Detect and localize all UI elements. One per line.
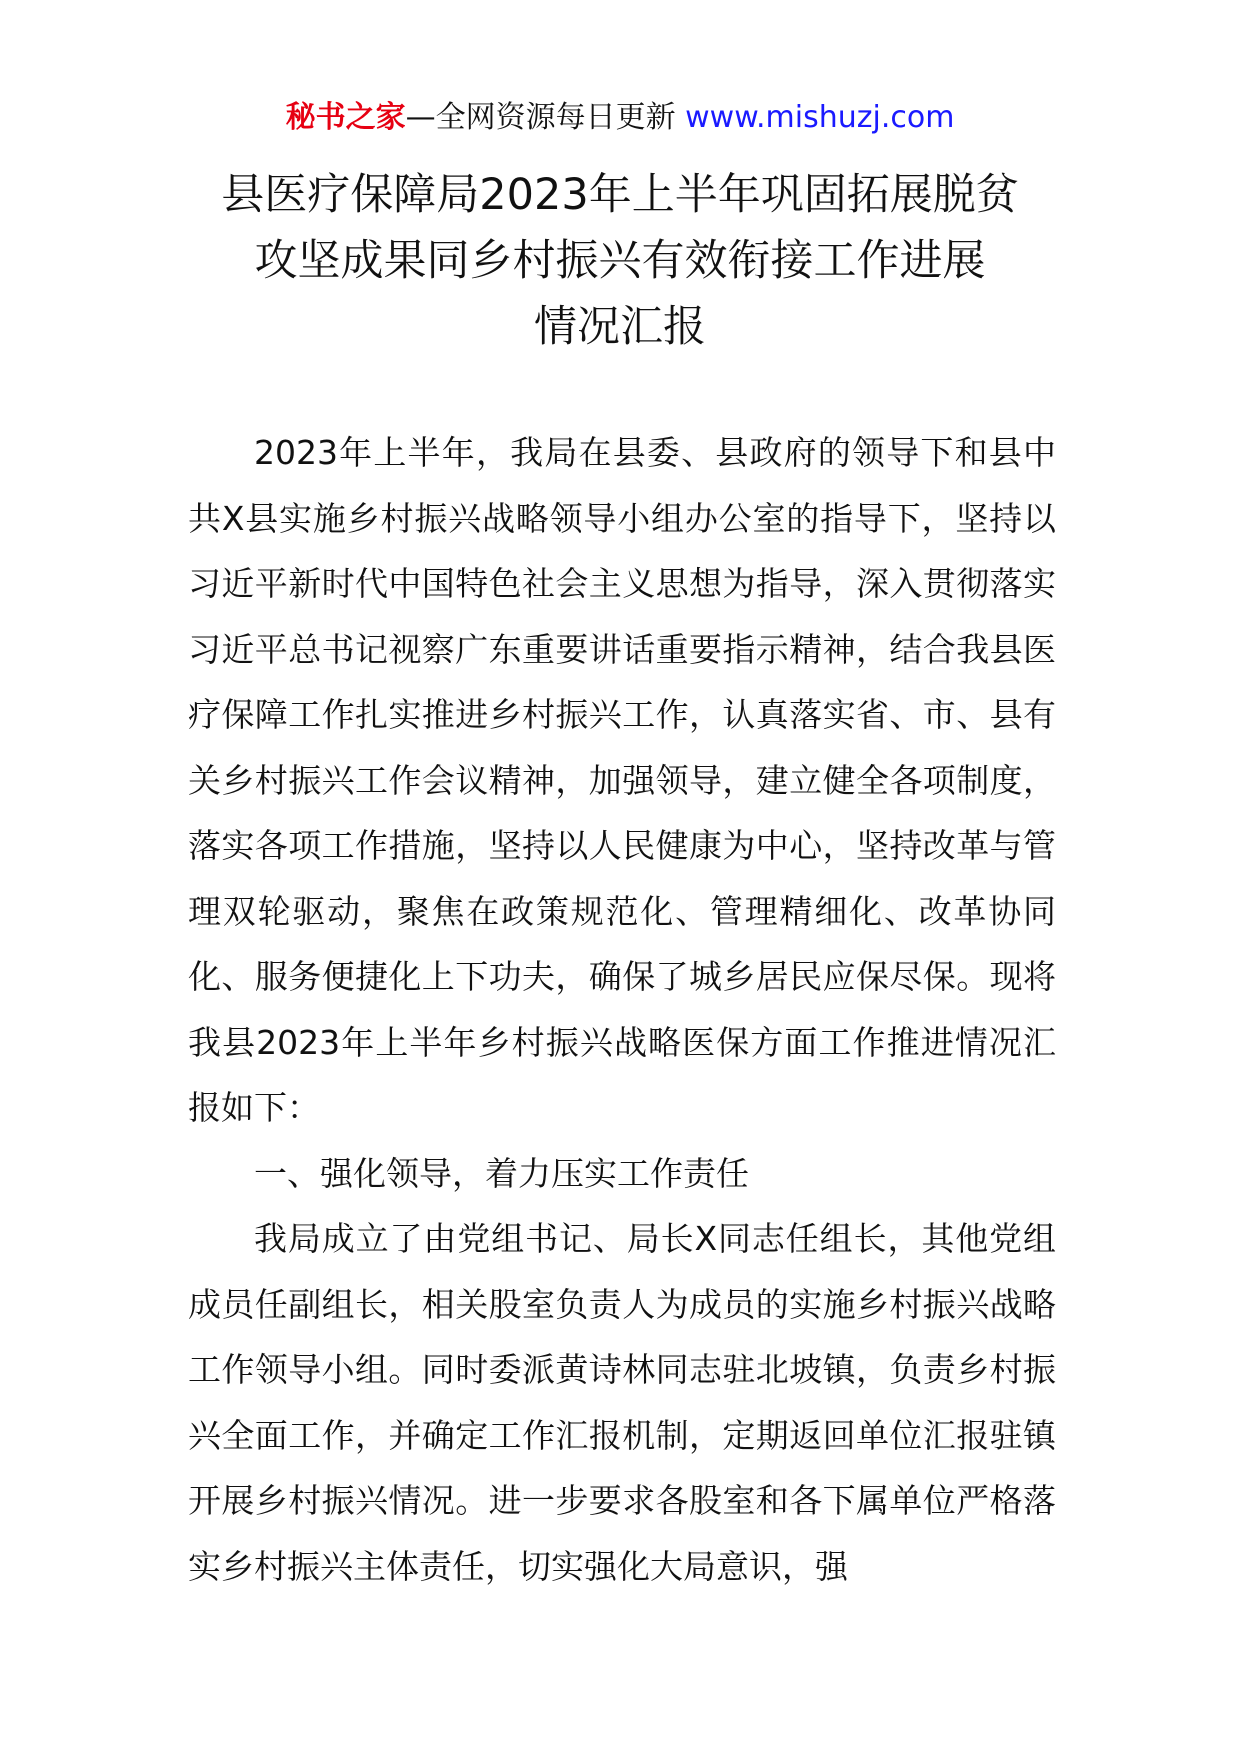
site-url[interactable]: www.mishuzj.com xyxy=(685,100,955,135)
site-tagline: —全网资源每日更新 xyxy=(405,100,686,135)
document-title xyxy=(150,162,1090,360)
site-header xyxy=(0,98,1240,138)
title-line-3: 情况汇报 xyxy=(534,302,706,352)
section-heading-1: 一、强化领导，着力压实工作责任 xyxy=(254,1153,749,1193)
section-1-paragraph: 我局成立了由党组书记、局长X同志任组长，其他党组成员任副组长，相关股室负责人为成员的实施乡村振兴战略工作领导小组。同时委派黄诗林同志驻北坡镇，负责乡村振兴全面工作，并确定工作汇报机制，定期返回单位汇报驻镇开展乡村振兴情况。进一步要求各股室和各下属单位严格落实乡村振兴主体责任，切实强化大局意识，强 xyxy=(188,1219,1056,1586)
title-line-1: 县医疗保障局2023年上半年巩固拓展脱贫 xyxy=(221,170,1019,220)
brand-name: 秘书之家 xyxy=(285,100,406,135)
document-body xyxy=(188,420,1056,1599)
intro-paragraph: 2023年上半年，我局在县委、县政府的领导下和县中共X县实施乡村振兴战略领导小组办公室的指导下，坚持以习近平新时代中国特色社会主义思想为指导，深入贯彻落实习近平总书记视察广东重要讲话重要指示精神，结合我县医疗保障工作扎实推进乡村振兴工作，认真落实省、市、县有关乡村振兴工作会议精神，加强领导，建立健全各项制度，落实各项工作措施，坚持以人民健康为中心，坚持改革与管理双轮驱动，聚焦在政策规范化、管理精细化、改革协同化、服务便捷化上下功夫，确保了城乡居民应保尽保。现将我县2023年上半年乡村振兴战略医保方面工作推进情况汇报如下： xyxy=(188,433,1056,1127)
title-line-2: 攻坚成果同乡村振兴有效衔接工作进展 xyxy=(254,236,986,286)
